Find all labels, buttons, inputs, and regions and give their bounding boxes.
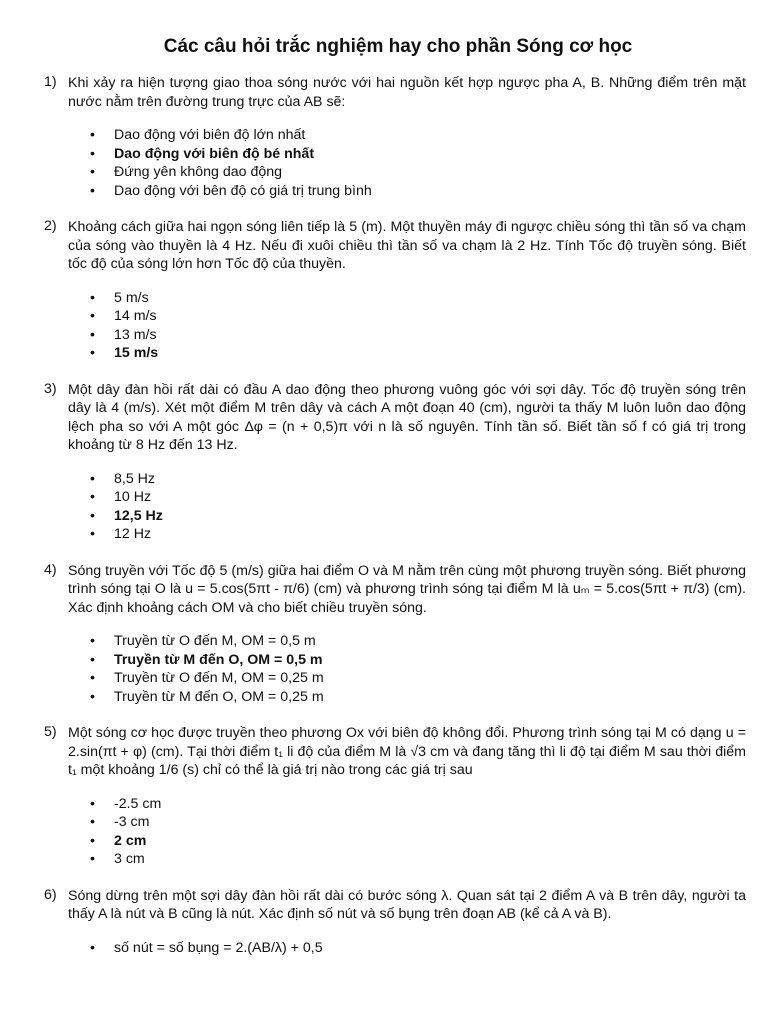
bullet-icon: • <box>90 507 95 524</box>
bullet-icon: • <box>90 308 95 324</box>
bullet-icon: • <box>90 832 95 849</box>
option-text: 13 m/s <box>114 326 157 343</box>
question-item <box>44 562 746 707</box>
answer-option <box>90 651 746 670</box>
answer-option <box>90 182 746 201</box>
bullet-icon: • <box>90 326 95 343</box>
answer-option <box>90 163 746 182</box>
question-number: 2) <box>44 218 57 234</box>
bullet-icon: • <box>90 182 95 199</box>
bullet-icon: • <box>90 164 95 180</box>
answer-option <box>90 344 746 363</box>
answer-option <box>90 832 746 851</box>
option-list <box>68 632 746 706</box>
option-text: 2 cm <box>114 832 147 849</box>
question-item <box>44 724 746 869</box>
answer-option <box>90 669 746 688</box>
question-number: 1) <box>44 74 57 90</box>
bullet-icon: • <box>90 145 95 162</box>
option-text: Truyền từ M đến O, OM = 0,5 m <box>114 651 323 668</box>
bullet-icon: • <box>90 851 95 867</box>
question-text: Khoảng cách giữa hai ngọn sóng liên tiếp là 5 (m). Một thuyền máy đi ngược chiều sóng thì tần số va chạm của sóng vào thuyền là 4 Hz. Nếu đi xuôi chiều thì tần số va chạm là 2 Hz. Tính Tốc độ truyền sóng. Biết tốc độ của sóng lớn hơn Tốc độ của thuyền. <box>68 219 746 272</box>
option-text: -3 cm <box>114 814 150 830</box>
question-number: 3) <box>44 380 57 397</box>
question-item <box>44 218 746 363</box>
answer-option <box>90 470 746 489</box>
option-text: 10 Hz <box>114 489 152 505</box>
answer-option <box>90 145 746 164</box>
answer-option <box>90 488 746 507</box>
question-text: Khi xảy ra hiện tượng giao thoa sóng nước với hai nguồn kết hợp ngược pha A, B. Những điểm trên mặt nước nằm trên đường trung trực của AB sẽ: <box>68 75 746 110</box>
answer-option <box>90 850 746 869</box>
bullet-icon: • <box>90 345 95 361</box>
bullet-icon: • <box>90 633 95 649</box>
option-text: Dao động với biên độ lớn nhất <box>114 127 306 143</box>
bullet-icon: • <box>90 651 95 668</box>
question-text: Sóng truyền với Tốc độ 5 (m/s) giữa hai điểm O và M nằm trên cùng một phương truyền sóng. Biết phương trình sóng tại O là u = 5.cos(5πt - π/6) (cm) và phương trình sóng tại điểm M là uₘ = 5.cos(5πt + π/3) (cm). Xác định khoảng cách OM và cho biết chiều truyền sóng. <box>68 562 746 616</box>
answer-option <box>90 939 746 958</box>
option-text: 12 Hz <box>114 526 152 542</box>
question-text: Một sóng cơ học được truyền theo phương Ox với biên độ không đổi. Phương trình sóng tại M có dạng u = 2.sin(πt + φ) (cm). Tại thời điểm t₁ li độ của điểm M là √3 cm và đang tăng thì li độ tại điểm M sau thời điểm t₁ một khoảng 1/6 (s) chỉ có thể là giá trị nào trong các giá trị sau <box>68 725 746 778</box>
bullet-icon: • <box>90 470 95 487</box>
option-text: 12,5 Hz <box>114 507 163 524</box>
bullet-icon: • <box>90 814 95 830</box>
option-list <box>68 289 746 363</box>
question-item <box>44 74 746 200</box>
question-list <box>44 74 746 957</box>
answer-option <box>90 289 746 308</box>
option-text: 5 m/s <box>114 289 149 306</box>
option-text: Dao động với bên độ có giá trị trung bình <box>114 182 372 199</box>
answer-option <box>90 126 746 145</box>
option-text: Dao động với biên độ bé nhất <box>114 145 315 162</box>
option-list <box>68 470 746 544</box>
question-item <box>44 381 746 544</box>
bullet-icon: • <box>90 489 95 505</box>
option-text: Truyền từ M đến O, OM = 0,25 m <box>114 688 324 705</box>
bullet-icon: • <box>90 289 95 306</box>
answer-option <box>90 307 746 326</box>
question-text: Một dây đàn hồi rất dài có đầu A dao động theo phương vuông góc với sợi dây. Tốc độ truyền sóng trên dây là 4 (m/s). Xét một điểm M trên dây và cách A một đoạn 40 (cm), người ta thấy M luôn luôn dao động lệch pha so với A một góc Δφ = (n + 0,5)π với n là số nguyên. Tính tần số. Biết tần số f có giá trị trong khoảng từ 8 Hz đến 13 Hz. <box>68 381 746 453</box>
question-number: 5) <box>44 724 57 740</box>
answer-option <box>90 326 746 345</box>
bullet-icon: • <box>90 127 95 143</box>
answer-option <box>90 688 746 707</box>
option-text: Truyền từ O đến M, OM = 0,25 m <box>114 670 324 686</box>
bullet-icon: • <box>90 688 95 705</box>
answer-option <box>90 507 746 526</box>
option-list <box>68 795 746 869</box>
question-text: Sóng dừng trên một sợi dây đàn hồi rất dài có bước sóng λ. Quan sát tại 2 điểm A và B trên dây, người ta thấy A là nút và B cũng là nút. Xác định số nút và số bụng trên đoạn AB (kể cả A và B). <box>68 887 746 922</box>
question-number: 6) <box>44 886 57 903</box>
option-text: Đứng yên không dao động <box>114 164 283 180</box>
option-text: số nút = số bụng = 2.(AB/λ) + 0,5 <box>114 939 323 956</box>
question-item <box>44 887 746 958</box>
bullet-icon: • <box>90 795 95 812</box>
answer-option <box>90 632 746 651</box>
option-text: 3 cm <box>114 851 145 867</box>
question-number: 4) <box>44 561 57 578</box>
bullet-icon: • <box>90 526 95 542</box>
option-text: Truyền từ O đến M, OM = 0,5 m <box>114 633 316 649</box>
answer-option <box>90 525 746 544</box>
option-list <box>68 939 746 958</box>
bullet-icon: • <box>90 939 95 956</box>
bullet-icon: • <box>90 670 95 686</box>
option-text: 8,5 Hz <box>114 470 156 487</box>
option-text: 14 m/s <box>114 308 157 324</box>
option-text: 15 m/s <box>114 345 159 361</box>
option-list <box>68 126 746 200</box>
page-title: Các câu hỏi trắc nghiệm hay cho phần Sóng cơ học <box>163 36 633 57</box>
answer-option <box>90 795 746 814</box>
answer-option <box>90 813 746 832</box>
option-text: -2.5 cm <box>114 795 162 812</box>
